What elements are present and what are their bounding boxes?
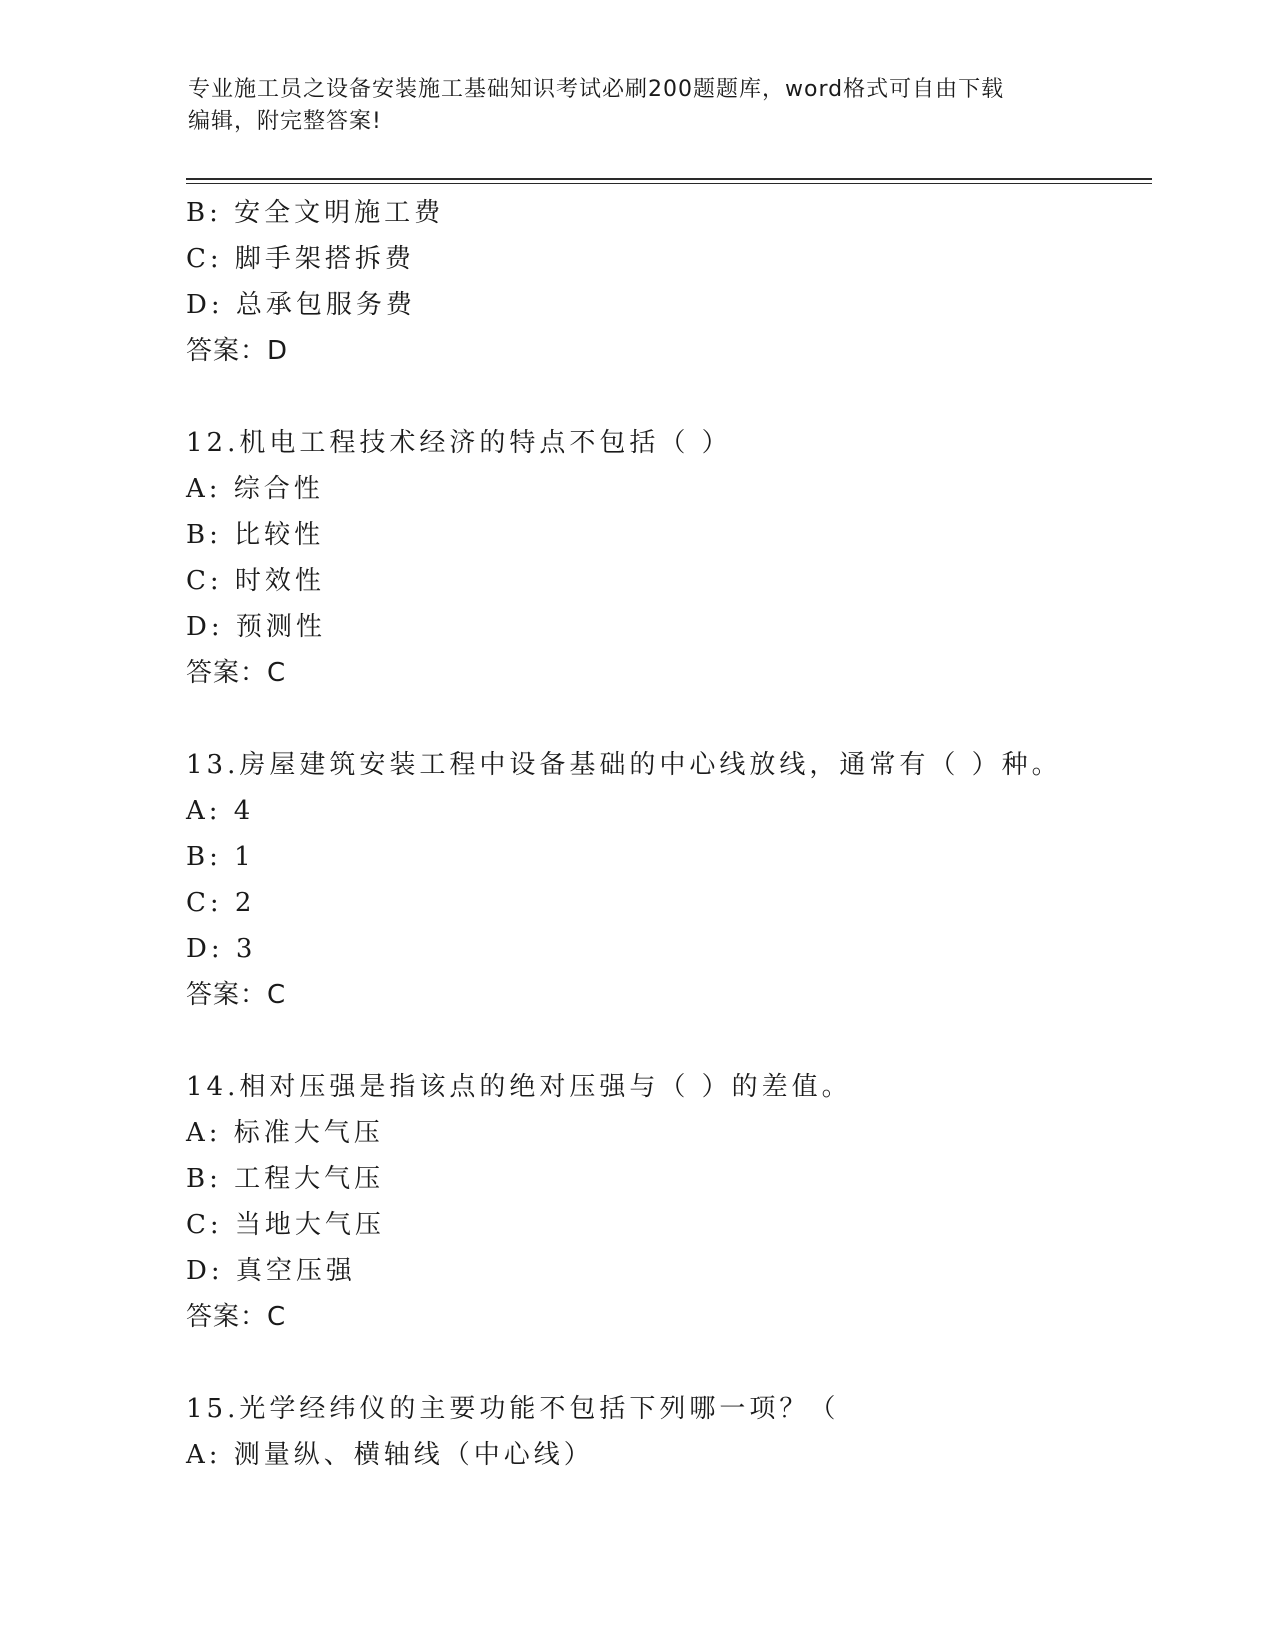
question-spacer [186,1018,1146,1064]
question-text: 13.房屋建筑安装工程中设备基础的中心线放线，通常有（ ）种。 [186,750,1062,780]
question-block-13 [186,742,1146,1018]
document-header [188,74,1068,138]
question-spacer [186,696,1146,742]
option-a: A: 4 [186,796,255,826]
option-a: A: 测量纵、横轴线（中心线） [186,1440,594,1470]
option-b: B: 1 [186,842,255,872]
option-c: C: 脚手架搭拆费 [186,244,415,274]
option-c: C: 2 [186,888,256,918]
header-title-line-2: 编辑，附完整答案! [188,109,382,134]
answer-line: 答案：D [186,336,289,366]
option-b: B: 安全文明施工费 [186,198,445,228]
option-d: D: 真空压强 [186,1256,356,1286]
option-d: D: 预测性 [186,612,326,642]
answer-line: 答案：C [186,1302,287,1332]
option-a: A: 综合性 [186,474,324,504]
question-text: 15.光学经纬仪的主要功能不包括下列哪一项？（ [186,1394,840,1424]
header-divider-thick [186,178,1152,180]
option-d: D: 总承包服务费 [186,290,416,320]
question-block-11 [186,190,1146,374]
question-list [186,190,1146,1478]
answer-line: 答案：C [186,980,287,1010]
option-c: C: 当地大气压 [186,1210,385,1240]
option-b: B: 比较性 [186,520,325,550]
header-title-line-1: 专业施工员之设备安装施工基础知识考试必刷200题题库，word格式可自由下载 [188,77,1005,102]
option-a: A: 标准大气压 [186,1118,384,1148]
question-text: 14.相对压强是指该点的绝对压强与（ ）的差值。 [186,1072,852,1102]
question-spacer [186,1340,1146,1386]
option-d: D: 3 [186,934,257,964]
answer-line: 答案：C [186,658,287,688]
option-b: B: 工程大气压 [186,1164,385,1194]
question-block-15 [186,1386,1146,1478]
option-c: C: 时效性 [186,566,325,596]
question-spacer [186,374,1146,420]
question-text: 12.机电工程技术经济的特点不包括（ ） [186,428,732,458]
question-block-14 [186,1064,1146,1340]
header-divider-thin [186,183,1152,184]
question-block-12 [186,420,1146,696]
